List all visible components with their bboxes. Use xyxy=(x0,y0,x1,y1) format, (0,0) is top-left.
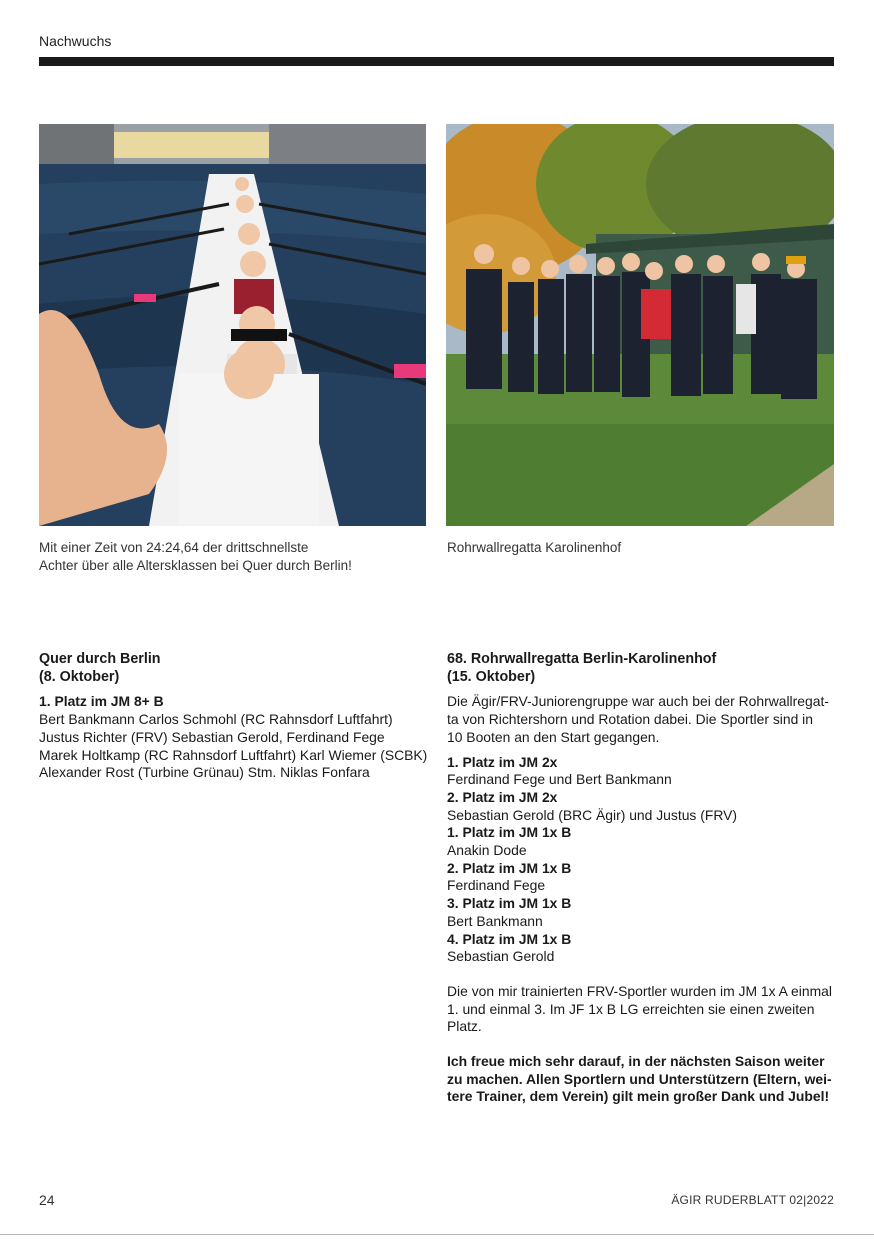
header-rule xyxy=(39,57,834,66)
quer-durch-berlin-article xyxy=(39,651,426,782)
footer-rule xyxy=(0,1234,874,1235)
intro-line: 10 Booten an den Start gegangen. xyxy=(447,728,660,745)
result-place: 1. Platz im JM 2x xyxy=(447,753,558,770)
article-title: 68. Rohrwallregatta Berlin-Karolinenhof xyxy=(447,651,717,667)
result-names: Ferdinand Fege xyxy=(447,877,546,894)
left-photo-caption xyxy=(39,539,426,575)
magazine-title: ÄGIR RUDERBLATT 02|2022 xyxy=(671,1193,834,1207)
regatta-group-photo xyxy=(446,124,834,526)
page-number: 24 xyxy=(39,1192,55,1208)
article-date: (15. Oktober) xyxy=(447,668,536,685)
crew-line: Marek Holtkamp (RC Rahnsdorf Luftfahrt) Karl Wiemer (SCBK) xyxy=(39,746,428,763)
caption-line: Mit einer Zeit von 24:24,64 der drittschnellste xyxy=(39,540,309,555)
rowing-eight-photo xyxy=(39,124,426,526)
section-label: Nachwuchs xyxy=(39,33,112,49)
frv-line: Die von mir trainierten FRV-Sportler wurden im JM 1x A einmal xyxy=(447,982,832,999)
frv-line: 1. und einmal 3. Im JF 1x B LG erreichten sie einen zweiten xyxy=(447,1000,815,1017)
result-place: 2. Platz im JM 1x B xyxy=(447,859,572,876)
frv-line: Platz. xyxy=(447,1018,482,1035)
intro-line: Die Ägir/FRV-Juniorengruppe war auch bei der Rohrwallregat- xyxy=(447,693,829,710)
crew-line: Justus Richter (FRV) Sebastian Gerold, Ferdinand Fege xyxy=(39,728,385,745)
intro-line: ta von Richtershorn und Rotation dabei. Die Sportler sind in xyxy=(447,711,813,728)
result-place: 1. Platz im JM 8+ B xyxy=(39,693,164,710)
crew-line: Bert Bankmann Carlos Schmohl (RC Rahnsdorf Luftfahrt) xyxy=(39,711,393,728)
article-date: (8. Oktober) xyxy=(39,668,120,685)
article-title: Quer durch Berlin xyxy=(39,651,161,667)
closing-line: Ich freue mich sehr darauf, in der nächsten Saison weiter xyxy=(447,1053,825,1070)
result-place: 2. Platz im JM 2x xyxy=(447,788,558,805)
closing-line: zu machen. Allen Sportlern und Unterstützern (Eltern, wei- xyxy=(447,1070,832,1087)
result-names: Sebastian Gerold xyxy=(447,948,555,965)
result-place: 3. Platz im JM 1x B xyxy=(447,895,572,912)
result-place: 1. Platz im JM 1x B xyxy=(447,824,572,841)
result-names: Sebastian Gerold (BRC Ägir) und Justus (FRV) xyxy=(447,806,738,823)
caption-line: Achter über alle Altersklassen bei Quer durch Berlin! xyxy=(39,558,352,573)
result-names: Anakin Dode xyxy=(447,842,527,859)
closing-line: tere Trainer, dem Verein) gilt mein großer Dank und Jubel! xyxy=(447,1088,830,1105)
result-names: Bert Bankmann xyxy=(447,912,543,929)
result-place: 4. Platz im JM 1x B xyxy=(447,930,572,947)
rohrwallregatta-article xyxy=(447,651,834,1106)
right-photo-caption: Rohrwallregatta Karolinenhof xyxy=(447,540,622,555)
result-names: Ferdinand Fege und Bert Bankmann xyxy=(447,771,672,788)
crew-line: Alexander Rost (Turbine Grünau) Stm. Niklas Fonfara xyxy=(39,764,370,781)
